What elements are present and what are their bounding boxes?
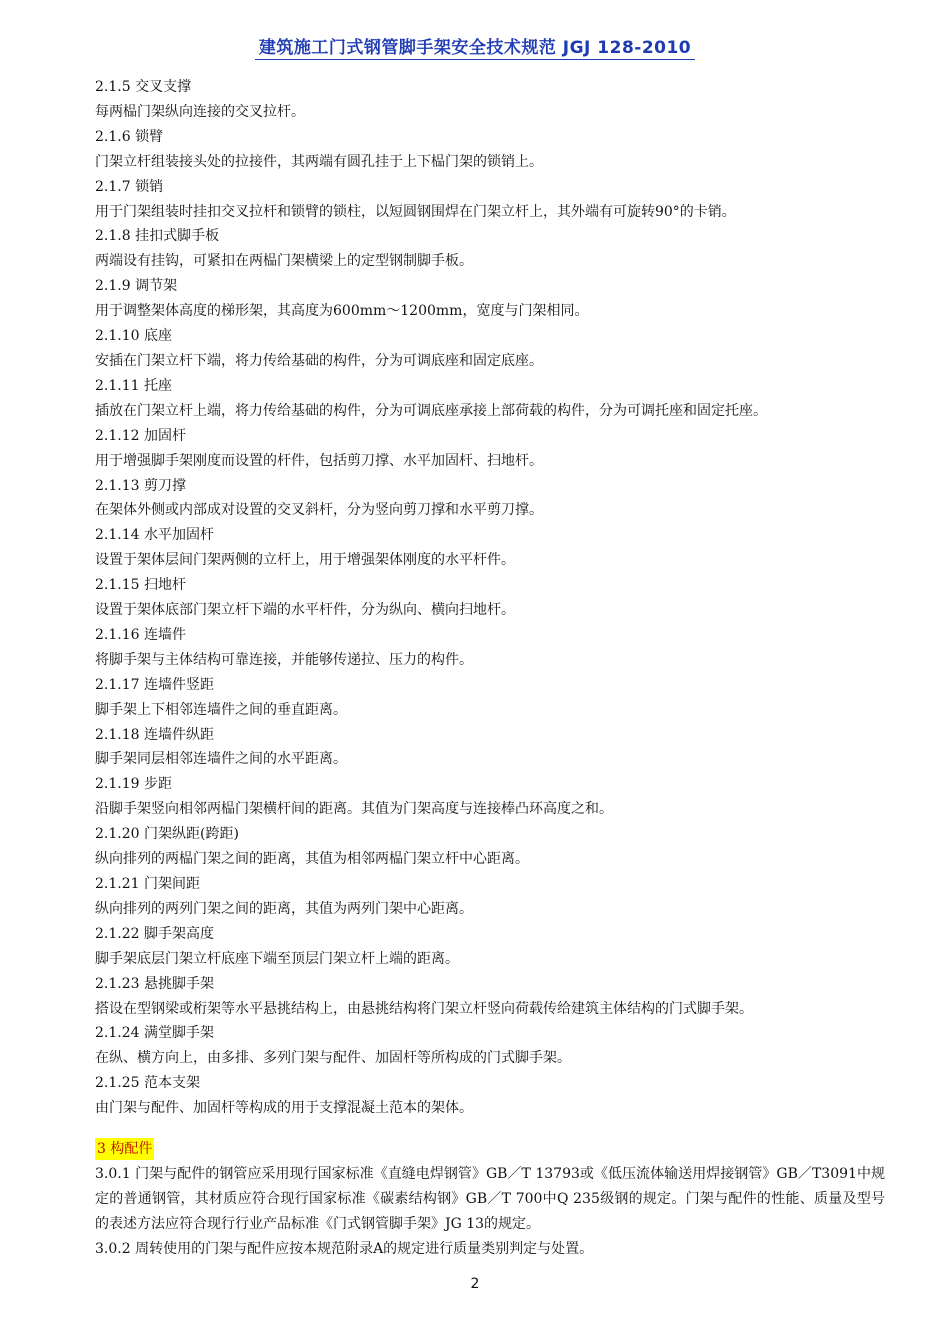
term-heading: 2.1.8 挂扣式脚手板 xyxy=(95,228,220,245)
section-heading: 3 构配件 xyxy=(95,1138,154,1160)
term-definitions xyxy=(95,75,895,1121)
term-definition: 将脚手架与主体结构可靠连接，并能够传递拉、压力的构件。 xyxy=(95,651,473,668)
page-header xyxy=(0,33,950,60)
term-heading: 2.1.17 连墙件竖距 xyxy=(95,676,214,693)
term-heading: 2.1.19 步距 xyxy=(95,776,172,793)
page-number: 2 xyxy=(470,1276,480,1292)
section-components xyxy=(95,1137,895,1262)
term-heading: 2.1.9 调节架 xyxy=(95,278,178,295)
term-definition: 脚手架上下相邻连墙件之间的垂直距离。 xyxy=(95,701,347,718)
term-definition: 脚手架同层相邻连墙件之间的水平距离。 xyxy=(95,751,347,768)
term-heading: 2.1.5 交叉支撑 xyxy=(95,79,192,95)
term-heading: 2.1.10 底座 xyxy=(95,328,172,345)
term-heading: 2.1.25 范本支架 xyxy=(95,1075,200,1092)
term-definition: 用于调整架体高度的梯形架，其高度为600mm～1200mm，宽度与门架相同。 xyxy=(95,303,589,320)
term-heading: 2.1.24 满堂脚手架 xyxy=(95,1025,214,1042)
term-heading: 2.1.20 门架纵距(跨距) xyxy=(95,826,239,843)
term-definition: 安插在门架立杆下端，将力传给基础的构件，分为可调底座和固定底座。 xyxy=(95,352,543,369)
term-definition: 两端设有挂钩，可紧扣在两榀门架横梁上的定型钢制脚手板。 xyxy=(95,253,473,270)
term-definition: 用于门架组装时挂扣交叉拉杆和锁臂的锁柱，以短圆钢围焊在门架立杆上，其外端有可旋转90°的卡销。 xyxy=(95,203,736,220)
term-heading: 2.1.15 扫地杆 xyxy=(95,577,186,594)
term-heading: 2.1.11 托座 xyxy=(95,377,172,394)
term-definition: 用于增强脚手架刚度而设置的杆件，包括剪刀撑、水平加固杆、扫地杆。 xyxy=(95,452,543,469)
term-definition: 脚手架底层门架立杆底座下端至顶层门架立杆上端的距离。 xyxy=(95,950,459,967)
term-definition: 搭设在型钢梁或桁架等水平悬挑结构上，由悬挑结构将门架立杆竖向荷载传给建筑主体结构的门式脚手架。 xyxy=(95,1000,753,1017)
term-heading: 2.1.21 门架间距 xyxy=(95,876,200,892)
term-definition: 设置于架体底部门架立杆下端的水平杆件，分为纵向、横向扫地杆。 xyxy=(95,602,515,619)
term-definition: 在架体外侧或内部成对设置的交叉斜杆，分为竖向剪刀撑和水平剪刀撑。 xyxy=(95,502,543,519)
term-definition: 由门架与配件、加固杆等构成的用于支撑混凝土范本的架体。 xyxy=(95,1100,473,1117)
term-definition: 纵向排列的两列门架之间的距离，其值为两列门架中心距离。 xyxy=(95,900,473,917)
term-heading: 2.1.7 锁销 xyxy=(95,178,164,195)
document-title: 建筑施工门式钢管脚手架安全技术规范 JGJ 128-2010 xyxy=(255,33,695,60)
term-definition: 门架立杆组装接头处的拉接件，其两端有圆孔挂于上下榀门架的锁销上。 xyxy=(95,153,543,170)
term-definition: 每两榀门架纵向连接的交叉拉杆。 xyxy=(95,103,305,120)
term-heading: 2.1.16 连墙件 xyxy=(95,626,186,643)
term-heading: 2.1.14 水平加固杆 xyxy=(95,527,214,544)
clause-3-0-2: 3.0.2 周转使用的门架与配件应按本规范附录A的规定进行质量类别判定与处置。 xyxy=(95,1240,594,1257)
term-definition: 在纵、横方向上，由多排、多列门架与配件、加固杆等所构成的门式脚手架。 xyxy=(95,1050,571,1067)
term-heading: 2.1.22 脚手架高度 xyxy=(95,925,214,942)
term-heading: 2.1.12 加固杆 xyxy=(95,427,186,444)
term-heading: 2.1.6 锁臂 xyxy=(95,128,164,145)
term-definition: 纵向排列的两榀门架之间的距离，其值为相邻两榀门架立杆中心距离。 xyxy=(95,851,529,868)
term-definition: 沿脚手架竖向相邻两榀门架横杆间的距离。其值为门架高度与连接棒凸环高度之和。 xyxy=(95,801,613,818)
clause-3-0-1: 3.0.1 门架与配件的钢管应采用现行国家标准《直缝电焊钢管》GB／T 13793或《低压流体输送用焊接钢管》GB／T3091中规定的普通钢管，其材质应符合现行国家标准《碳素结构钢》GB／T 700中Q 235级钢的规定。门架与配件的性能、质量及型号的表述方法应符合现行行业产品标准《门式钢管脚手架》JG 13的规定。 xyxy=(95,1165,885,1232)
term-heading: 2.1.13 剪刀撑 xyxy=(95,477,186,494)
term-heading: 2.1.18 连墙件纵距 xyxy=(95,726,214,743)
term-definition: 设置于架体层间门架两侧的立杆上，用于增强架体刚度的水平杆件。 xyxy=(95,552,515,569)
term-definition: 插放在门架立杆上端，将力传给基础的构件，分为可调底座承接上部荷载的构件，分为可调托座和固定托座。 xyxy=(95,402,767,419)
document-body xyxy=(95,75,895,1262)
term-heading: 2.1.23 悬挑脚手架 xyxy=(95,975,214,992)
